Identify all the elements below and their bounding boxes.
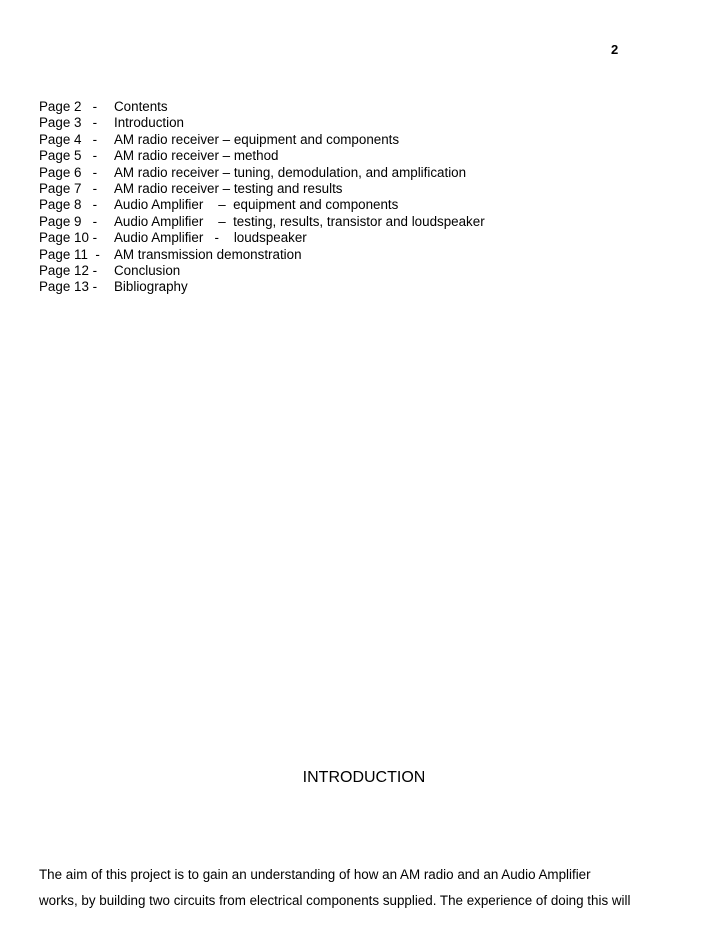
toc-title: Contents: [114, 99, 168, 114]
toc-page-ref: Page 8 -: [39, 197, 98, 213]
toc-page-ref: Page 10 -: [39, 230, 98, 246]
table-of-contents: [39, 99, 485, 296]
toc-page-ref: Page 4 -: [39, 131, 98, 147]
body-line: works, by building two circuits from electrical components supplied. The experience of doing this will: [39, 893, 631, 908]
toc-row: [39, 181, 485, 197]
toc-page-ref: Page 6 -: [39, 164, 98, 180]
toc-page-ref: Page 11 -: [39, 246, 100, 262]
toc-row: [39, 247, 485, 263]
toc-row: [39, 197, 485, 213]
toc-row: [39, 115, 485, 131]
toc-page-ref: Page 12 -: [39, 263, 98, 279]
toc-title: AM radio receiver – equipment and components: [114, 131, 400, 147]
body-paragraph: [39, 862, 679, 914]
body-line: The aim of this project is to gain an understanding of how an AM radio and an Audio Amplifier: [39, 867, 591, 882]
toc-title: AM radio receiver – tuning, demodulation, and amplification: [114, 164, 467, 180]
toc-page-ref: Page 3 -: [39, 115, 98, 131]
toc-page-ref: Page 9 -: [39, 213, 98, 229]
toc-title: AM radio receiver – testing and results: [114, 181, 343, 197]
toc-page-ref: Page 7 -: [39, 181, 98, 197]
toc-row: [39, 263, 485, 279]
toc-page-ref: Page 13 -: [39, 279, 98, 295]
toc-title: Bibliography: [114, 279, 188, 295]
section-heading: [0, 769, 728, 787]
toc-row: [39, 148, 485, 164]
toc-title: AM transmission demonstration: [114, 246, 302, 262]
page-number: 2: [611, 42, 619, 57]
toc-row: [39, 132, 485, 148]
toc-row: [39, 279, 485, 295]
section-heading-text: INTRODUCTION: [302, 769, 426, 786]
toc-title: Audio Amplifier - loudspeaker: [114, 230, 307, 246]
toc-title: Audio Amplifier – equipment and components: [114, 197, 399, 213]
toc-row: [39, 165, 485, 181]
toc-title: Introduction: [114, 115, 184, 131]
toc-title: Conclusion: [114, 263, 181, 279]
toc-title: AM radio receiver – method: [114, 148, 279, 164]
toc-row: [39, 99, 485, 115]
toc-page-ref: Page 5 -: [39, 148, 98, 164]
toc-title: Audio Amplifier – testing, results, transistor and loudspeaker: [114, 213, 485, 229]
toc-row: [39, 230, 485, 246]
toc-row: [39, 214, 485, 230]
toc-page-ref: Page 2 -: [39, 99, 98, 114]
